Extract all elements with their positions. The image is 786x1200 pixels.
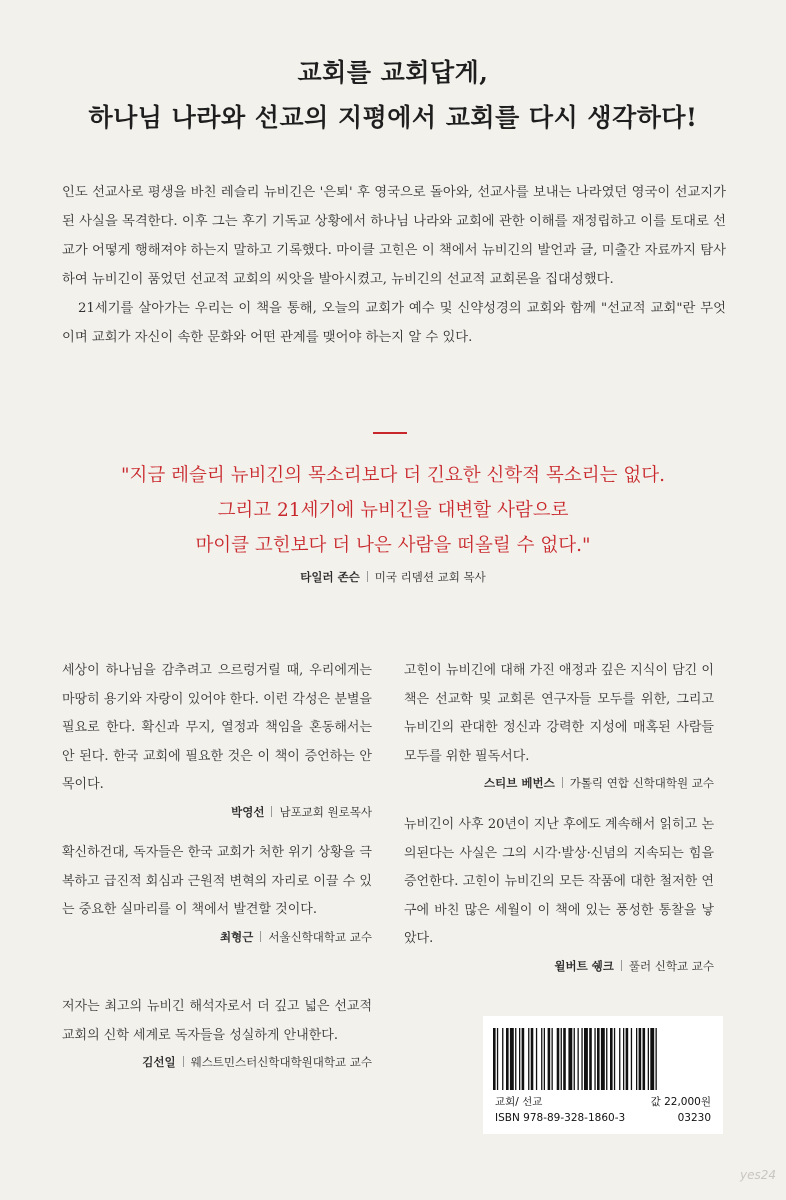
- endorser-name: 스티브 베번스: [484, 776, 555, 790]
- endorsement-text: 뉴비긴이 사후 20년이 지난 후에도 계속해서 읽히고 논의된다는 사실은 그의 시각·발상·신념의 지속되는 힘을 증언한다. 고힌이 뉴비긴의 모든 작품에 대한 철저한 연구에 바친 많은 세월이 이 책에 있는 풍성한 통찰을 낳았다.: [404, 817, 714, 946]
- endorsement-text: 세상이 하나님을 감추려고 으르렁거릴 때, 우리에게는 마땅히 용기와 자랑이 있어야 한다. 이런 각성은 분별을 필요로 한다. 확신과 무지, 열정과 책임을 혼동해서는 안 된다. 한국 교회에 필요한 것은 이 책이 증언하는 안목이다.: [62, 663, 372, 792]
- endorsement: [62, 993, 372, 1070]
- featured-quote-line-3: 마이클 고힌보다 더 나은 사람을 떠올릴 수 없다.": [195, 535, 591, 556]
- barcode-panel: [483, 1016, 723, 1134]
- endorsement-text: 저자는 최고의 뉴비긴 해석자로서 더 깊고 넓은 선교적 교회의 신학 세계로 독자들을 성실하게 안내한다.: [62, 999, 372, 1043]
- endorser-role: 서울신학대학교 교수: [268, 929, 372, 944]
- endorsement-attribution: [62, 1054, 372, 1070]
- barcode-code: 03230: [677, 1112, 711, 1124]
- endorser-name: 김선일: [142, 1055, 176, 1069]
- intro-paragraph-2: 21세기를 살아가는 우리는 이 책을 통해, 오늘의 교회가 예수 및 신약성경의 교회와 함께 "선교적 교회"란 무엇이며 교회가 자신이 속한 문화와 어떤 관계를 맺어야 하는지 알 수 있다.: [62, 301, 726, 345]
- watermark: yes24: [740, 1168, 777, 1182]
- endorsement: [404, 811, 714, 974]
- endorser-role: 남포교회 원로목사: [279, 804, 372, 819]
- endorsement-attribution: [62, 804, 372, 820]
- endorsement: [62, 839, 372, 945]
- attribution-separator: [621, 960, 622, 971]
- featured-quote-attribution: [0, 569, 786, 585]
- barcode-category: 교회/ 선교: [495, 1096, 543, 1108]
- featured-quote-name: 타일러 존슨: [300, 570, 360, 584]
- endorser-role: 웨스트민스터신학대학원대학교 교수: [190, 1055, 372, 1069]
- endorsement-attribution: [404, 775, 714, 791]
- endorsement-attribution: [404, 958, 714, 974]
- endorsement-attribution: [62, 929, 372, 945]
- featured-quote-line-2: 그리고 21세기에 뉴비긴을 대변할 사람으로: [217, 500, 569, 521]
- barcode-price: 값 22,000원: [650, 1096, 711, 1108]
- endorsement-text: 고힌이 뉴비긴에 대해 가진 애정과 깊은 지식이 담긴 이 책은 선교학 및 교회론 연구자들 모두를 위한, 그리고 뉴비긴의 관대한 정신과 강력한 지성에 매혹된 사람들 모두를 위한 필독서다.: [404, 663, 714, 764]
- endorsement: [62, 657, 372, 820]
- red-divider: [373, 432, 407, 434]
- headline-line-2: 하나님 나라와 선교의 지평에서 교회를 다시 생각하다!: [88, 103, 698, 132]
- attribution-separator: [367, 571, 368, 582]
- headline: [0, 50, 786, 140]
- barcode-icon: [491, 1028, 715, 1090]
- endorser-name: 최형근: [220, 929, 254, 944]
- intro-text: [62, 178, 726, 352]
- endorser-role: 풀러 신학교 교수: [628, 958, 714, 973]
- featured-quote: [0, 458, 786, 563]
- featured-quote-role: 미국 리뎀션 교회 목사: [374, 570, 486, 584]
- attribution-separator: [183, 1056, 184, 1067]
- attribution-separator: [260, 931, 261, 942]
- attribution-separator: [271, 806, 272, 817]
- endorser-role: 가톨릭 연합 신학대학원 교수: [569, 776, 714, 790]
- endorsement: [404, 657, 714, 791]
- intro-paragraph-1: 인도 선교사로 평생을 바친 레슬리 뉴비긴은 '은퇴' 후 영국으로 돌아와, 선교사를 보내는 나라였던 영국이 선교지가 된 사실을 목격한다. 이후 그는 후기 기독교 상황에서 하나님 나라와 교회에 관한 이해를 재정립하고 이를 토대로 선교가 어떻게 행해져야 하는지 말하고 기록했다. 마이클 고힌은 이 책에서 뉴비긴의 발언과 글, 미출간 자료까지 탐사하여 뉴비긴이 품었던 선교적 교회의 씨앗을 발아시켰고, 뉴비긴의 선교적 교회론을 집대성했다.: [62, 185, 726, 287]
- featured-quote-line-1: "지금 레슬리 뉴비긴의 목소리보다 더 긴요한 신학적 목소리는 없다.: [121, 465, 665, 486]
- headline-line-1: 교회를 교회답게,: [297, 58, 489, 87]
- barcode-isbn: ISBN 978-89-328-1860-3: [495, 1112, 626, 1124]
- endorser-name: 박영선: [231, 804, 265, 819]
- endorsement-text: 확신하건대, 독자들은 한국 교회가 처한 위기 상황을 극복하고 급진적 회심과 근원적 변혁의 자리로 이끌 수 있는 중요한 실마리를 이 책에서 발견할 것이다.: [62, 845, 372, 917]
- attribution-separator: [562, 777, 563, 788]
- endorser-name: 윌버트 쉥크: [554, 958, 614, 973]
